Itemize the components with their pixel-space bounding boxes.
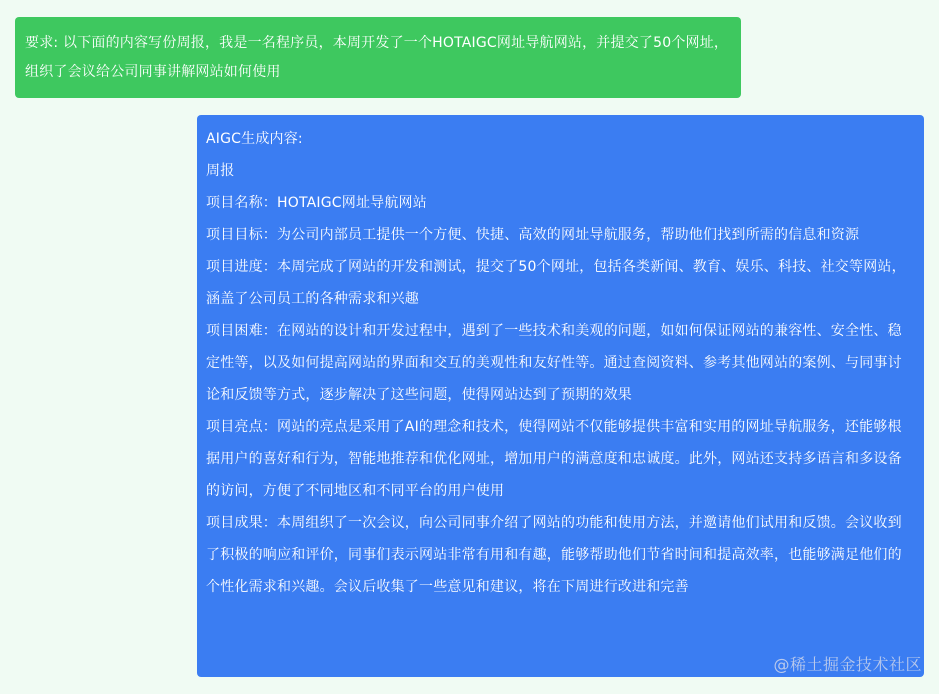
ai-message-heading: AIGC生成内容:	[206, 131, 303, 147]
user-message-text: 要求: 以下面的内容写份周报，我是一名程序员，本周开发了一个HOTAIGC网址导航网站，并提交了50个网址，组织了会议给公司同事讲解网站如何使用	[25, 35, 729, 80]
project-difficulty: 项目困难：在网站的设计和开发过程中，遇到了一些技术和美观的问题，如如何保证网站的兼容性、安全性、稳定性等，以及如何提高网站的界面和交互的美观性和友好性等。通过查阅资料、参考其他网站的案例、与同事讨论和反馈等方式，逐步解决了这些问题，使得网站达到了预期的效果	[206, 323, 902, 403]
project-highlight: 项目亮点：网站的亮点是采用了AI的理念和技术，使得网站不仅能够提供丰富和实用的网址导航服务，还能够根据用户的喜好和行为，智能地推荐和优化网址，增加用户的满意度和忠诚度。此外，网站还支持多语言和多设备的访问，方便了不同地区和不同平台的用户使用	[206, 419, 902, 499]
project-name: 项目名称：HOTAIGC网址导航网站	[206, 195, 427, 211]
project-goal: 项目目标：为公司内部员工提供一个方便、快捷、高效的网址导航服务，帮助他们找到所需的信息和资源	[206, 227, 860, 243]
ai-message-bubble	[197, 115, 924, 677]
project-progress: 项目进度：本周完成了网站的开发和测试，提交了50个网址，包括各类新闻、教育、娱乐、科技、社交等网站，涵盖了公司员工的各种需求和兴趣	[206, 259, 906, 307]
project-result: 项目成果：本周组织了一次会议，向公司同事介绍了网站的功能和使用方法，并邀请他们试用和反馈。会议收到了积极的响应和评价，同事们表示网站非常有用和有趣，能够帮助他们节省时间和提高效率，也能够满足他们的个性化需求和兴趣。会议后收集了一些意见和建议，将在下周进行改进和完善	[206, 515, 902, 595]
watermark: @稀土掘金技术社区	[773, 655, 922, 674]
user-message-bubble	[15, 17, 741, 98]
report-title: 周报	[206, 163, 235, 179]
